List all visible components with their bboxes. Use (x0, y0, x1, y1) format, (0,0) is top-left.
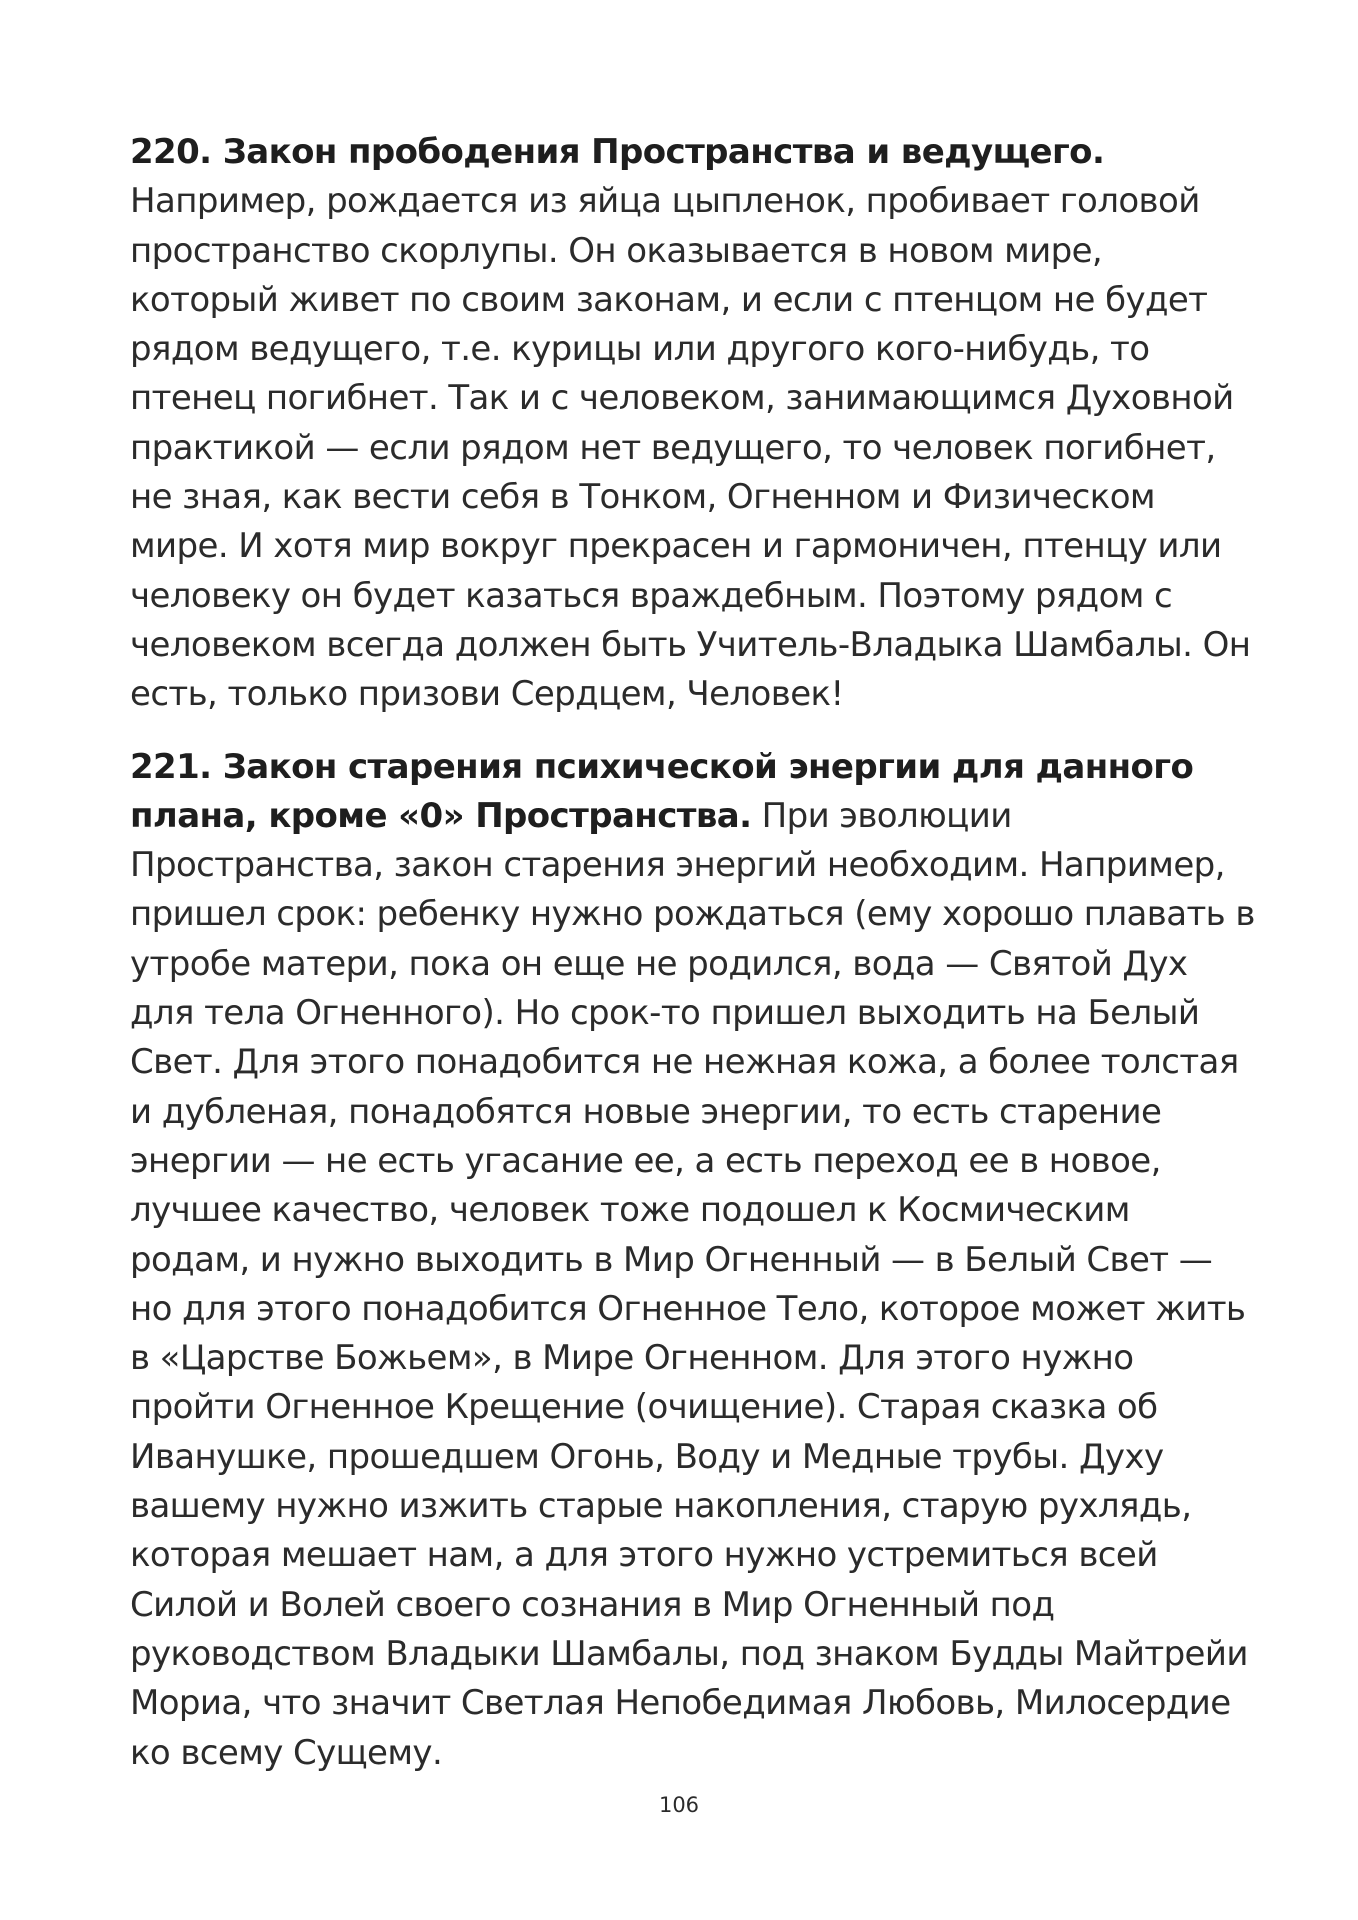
law-221-paragraph (130, 743, 1255, 1778)
page-number: 106 (658, 1793, 700, 1817)
law-220-paragraph (130, 128, 1255, 720)
law-221-text: При эволюции Пространства, закон старения энергий необходим. Например, пришел срок: ребенку нужно рождаться (ему хорошо плавать в утробе матери, пока он еще не родился, вода — Святой Дух для тела Огненного). Но срок-то пришел выходить на Белый Свет. Для этого понадобится не нежная кожа, а более толстая и дубленая, понадобятся новые энергии, то есть старение энергии — не есть угасание ее, а есть переход ее в новое, лучшее качество, человек тоже подошел к Космическим родам, и нужно выходить в Мир Огненный — в Белый Свет — но для этого понадобится Огненное Тело, которое может жить в «Царстве Божьем», в Мире Огненном. Для этого нужно пройти Огненное Крещение (очищение). Старая сказка об Иванушке, прошедшем Огонь, Воду и Медные трубы. Духу вашему нужно изжить старые накопления, старую рухлядь, которая мешает нам, а для этого нужно устремиться всей Силой и Волей своего сознания в Мир Огненный под руководством Владыки Шамбалы, под знаком Будды Майтрейи Мориа, что значит Светлая Непобедимая Любовь, Милосердие ко всему Сущему. (130, 795, 1255, 1773)
law-221-title: 221. Закон старения психической энергии для данного плана, кроме «0» Пространства. (130, 746, 1194, 836)
page-content (130, 128, 1255, 1801)
law-220-title: 220. Закон прободения Пространства и ведущего. (130, 132, 1105, 172)
law-220-text: Например, рождается из яйца цыпленок, пробивает головой пространство скорлупы. Он оказывается в новом мире, который живет по своим законам, и если с птенцом не будет рядом ведущего, т.е. курицы или другого кого-нибудь, то птенец погибнет. Так и с человеком, занимающимся Духовной практикой — если рядом нет ведущего, то человек погибнет, не зная, как вести себя в Тонком, Огненном и Физическом мире. И хотя мир вокруг прекрасен и гармоничен, птенцу или человеку он будет казаться враждебным. Поэтому рядом с человеком всегда должен быть Учитель-Владыка Шамбалы. Он есть, только призови Сердцем, Человек! (130, 181, 1251, 715)
